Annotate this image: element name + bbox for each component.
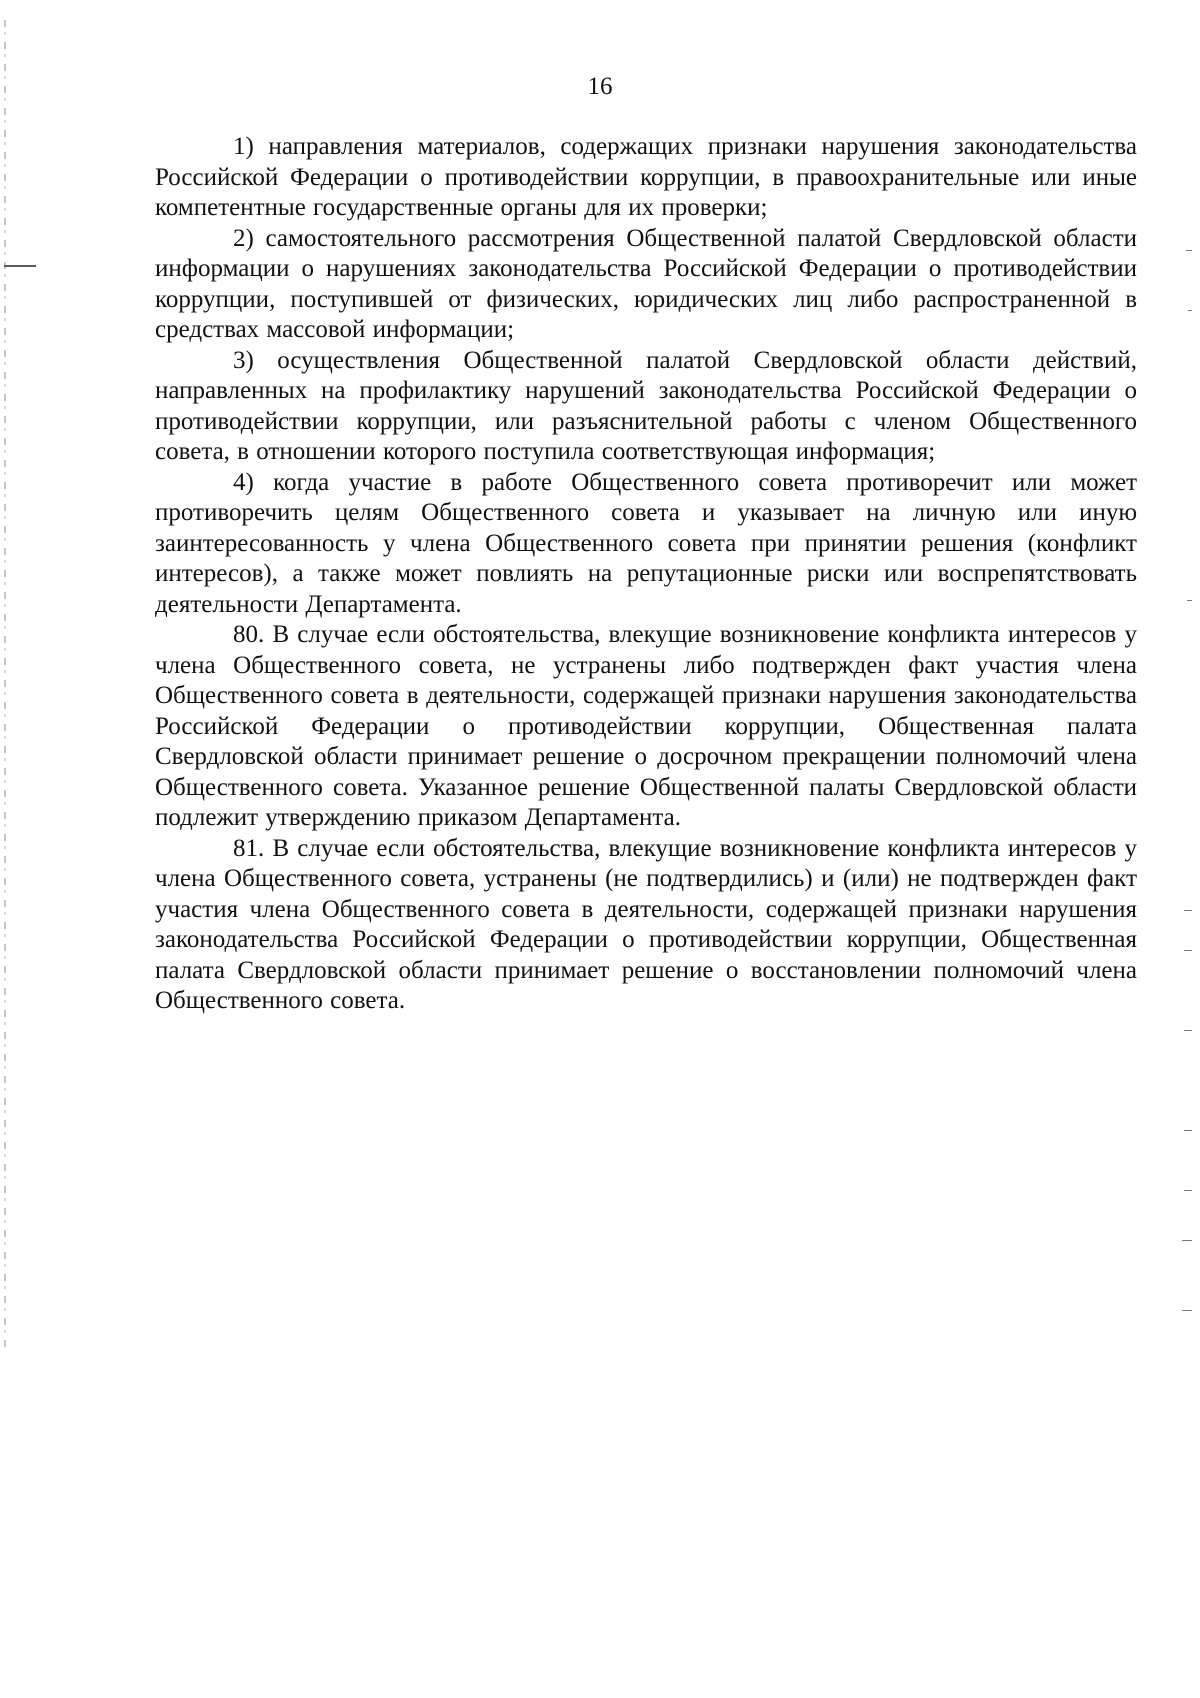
scan-mark [1182, 1310, 1192, 1311]
scan-mark [1182, 1240, 1192, 1241]
scan-mark [1184, 950, 1192, 951]
scan-mark [1187, 600, 1192, 601]
scan-mark [1186, 250, 1192, 251]
paragraph-clause-81: 81. В случае если обстоятельства, влекущие возникновение конфликта интересов у члена Общественного совета, устранены (не подтвердились) и (или) не подтвержден факт участия члена Общественного совета в деятельности, содержащей признаки нарушения законодательства Российской Федерации о противодействии коррупции, Общественная палата Свердловской области принимает решение о восстановлении полномочий члена Общественного совета. [155, 834, 1137, 1014]
scan-edge-right [1178, 230, 1192, 1510]
page-number: 16 [587, 73, 613, 100]
paragraph-item-2: 2) самостоятельного рассмотрения Общественной палатой Свердловской области информации о нарушениях законодательства Российской Федерации о противодействии коррупции, поступившей от физических, юридических лиц либо распространенной в средствах массовой информации; [155, 224, 1137, 343]
scan-mark [1184, 1130, 1192, 1131]
scan-mark [1184, 1190, 1192, 1191]
scan-mark [1184, 910, 1192, 911]
scan-edge-left [4, 20, 6, 1350]
scan-mark [1184, 1030, 1192, 1031]
paragraph-item-3: 3) осуществления Общественной палатой Свердловской области действий, направленных на профилактику нарушений законодательства Российской Федерации о противодействии коррупции, или разъяснительной работы с членом Общественного совета, в отношении которого поступила соответствующая информация; [155, 346, 1137, 465]
scan-mark [4, 265, 36, 267]
paragraph-item-4: 4) когда участие в работе Общественного совета противоречит или может противоречить целям Общественного совета и указывает на личную или иную заинтересованность у члена Общественного совета при принятии решения (конфликт интересов), а также может повлиять на репутационные риски или воспрепятствовать деятельности Департамента. [155, 468, 1137, 618]
scan-mark [1188, 310, 1192, 311]
paragraph-item-1: 1) направления материалов, содержащих признаки нарушения законодательства Российской Федерации о противодействии коррупции, в правоохранительные или иные компетентные государственные органы для их проверки; [155, 133, 1137, 221]
paragraph-clause-80: 80. В случае если обстоятельства, влекущие возникновение конфликта интересов у члена Общественного совета, не устранены либо подтвержден факт участия члена Общественного совета в деятельности, содержащей признаки нарушения законодательства Российской Федерации о противодействии коррупции, Общественная палата Свердловской области принимает решение о досрочном прекращении полномочий члена Общественного совета. Указанное решение Общественной палаты Свердловской области подлежит утверждению приказом Департамента. [155, 621, 1137, 831]
document-body [155, 132, 1137, 1017]
